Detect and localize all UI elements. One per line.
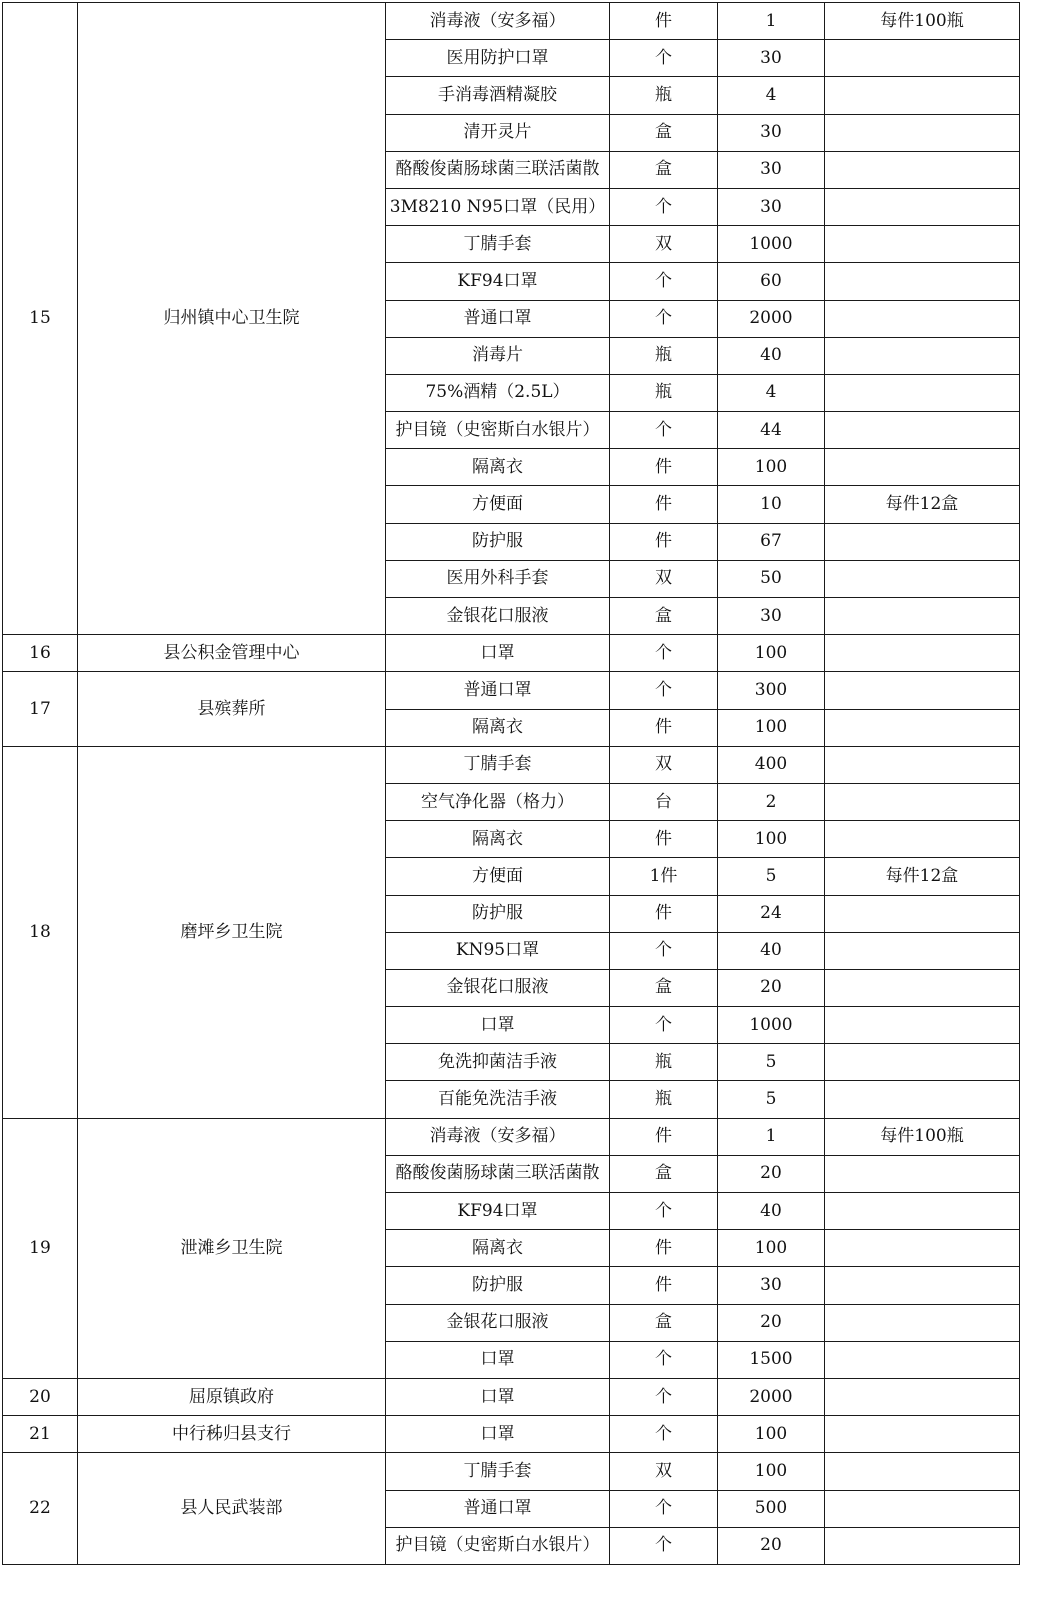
unit-of-measure-cell: 个: [610, 263, 718, 300]
note-cell: [825, 895, 1020, 932]
quantity-cell: 4: [718, 77, 825, 114]
item-name-cell: 医用外科手套: [386, 560, 610, 597]
item-name-cell: 口罩: [386, 635, 610, 672]
note-cell: [825, 821, 1020, 858]
unit-of-measure-cell: 个: [610, 1378, 718, 1415]
item-name-cell: 普通口罩: [386, 672, 610, 709]
item-name-cell: 护目镜（史密斯白水银片）: [386, 1527, 610, 1564]
unit-of-measure-cell: 台: [610, 783, 718, 820]
note-cell: [825, 1007, 1020, 1044]
unit-of-measure-cell: 件: [610, 449, 718, 486]
unit-of-measure-cell: 件: [610, 821, 718, 858]
unit-of-measure-cell: 个: [610, 188, 718, 225]
note-cell: 每件100瓶: [825, 3, 1020, 40]
quantity-cell: 100: [718, 1453, 825, 1490]
quantity-cell: 20: [718, 1527, 825, 1564]
quantity-cell: 2: [718, 783, 825, 820]
unit-of-measure-cell: 个: [610, 1416, 718, 1453]
note-cell: [825, 635, 1020, 672]
note-cell: [825, 598, 1020, 635]
row-number-cell: 20: [3, 1378, 78, 1415]
item-name-cell: 普通口罩: [386, 1490, 610, 1527]
quantity-cell: 67: [718, 523, 825, 560]
quantity-cell: 24: [718, 895, 825, 932]
unit-of-measure-cell: 件: [610, 895, 718, 932]
item-name-cell: 口罩: [386, 1341, 610, 1378]
table-row: [3, 1453, 1020, 1490]
item-name-cell: 百能免洗洁手液: [386, 1081, 610, 1118]
unit-of-measure-cell: 1件: [610, 858, 718, 895]
quantity-cell: 100: [718, 709, 825, 746]
note-cell: [825, 783, 1020, 820]
note-cell: [825, 709, 1020, 746]
unit-of-measure-cell: 个: [610, 635, 718, 672]
unit-of-measure-cell: 个: [610, 1490, 718, 1527]
unit-of-measure-cell: 瓶: [610, 77, 718, 114]
note-cell: [825, 300, 1020, 337]
quantity-cell: 30: [718, 598, 825, 635]
table-row: [3, 746, 1020, 783]
item-name-cell: 酪酸俊菌肠球菌三联活菌散: [386, 151, 610, 188]
quantity-cell: 30: [718, 40, 825, 77]
table-row: [3, 1378, 1020, 1415]
row-number-cell: 19: [3, 1118, 78, 1378]
note-cell: [825, 151, 1020, 188]
quantity-cell: 1500: [718, 1341, 825, 1378]
note-cell: [825, 672, 1020, 709]
note-cell: 每件12盒: [825, 486, 1020, 523]
note-cell: [825, 412, 1020, 449]
note-cell: [825, 932, 1020, 969]
quantity-cell: 4: [718, 374, 825, 411]
item-name-cell: 消毒液（安多福）: [386, 1118, 610, 1155]
item-name-cell: 清开灵片: [386, 114, 610, 151]
table-row: [3, 1118, 1020, 1155]
quantity-cell: 60: [718, 263, 825, 300]
item-name-cell: 丁腈手套: [386, 1453, 610, 1490]
note-cell: [825, 1267, 1020, 1304]
item-name-cell: 隔离衣: [386, 1230, 610, 1267]
note-cell: [825, 1378, 1020, 1415]
note-cell: [825, 1193, 1020, 1230]
unit-of-measure-cell: 件: [610, 486, 718, 523]
note-cell: [825, 1304, 1020, 1341]
unit-of-measure-cell: 盒: [610, 969, 718, 1006]
unit-of-measure-cell: 件: [610, 1230, 718, 1267]
table-body: [3, 3, 1020, 1565]
note-cell: [825, 1155, 1020, 1192]
quantity-cell: 20: [718, 1155, 825, 1192]
note-cell: [825, 449, 1020, 486]
quantity-cell: 5: [718, 1044, 825, 1081]
unit-of-measure-cell: 盒: [610, 1155, 718, 1192]
note-cell: [825, 1453, 1020, 1490]
row-number-cell: 21: [3, 1416, 78, 1453]
item-name-cell: 手消毒酒精凝胶: [386, 77, 610, 114]
quantity-cell: 100: [718, 821, 825, 858]
note-cell: [825, 1416, 1020, 1453]
unit-of-measure-cell: 瓶: [610, 1044, 718, 1081]
item-name-cell: 丁腈手套: [386, 226, 610, 263]
item-name-cell: 防护服: [386, 1267, 610, 1304]
quantity-cell: 20: [718, 969, 825, 1006]
note-cell: [825, 263, 1020, 300]
unit-of-measure-cell: 瓶: [610, 337, 718, 374]
unit-of-measure-cell: 件: [610, 3, 718, 40]
quantity-cell: 44: [718, 412, 825, 449]
quantity-cell: 20: [718, 1304, 825, 1341]
unit-of-measure-cell: 盒: [610, 598, 718, 635]
item-name-cell: 空气净化器（格力）: [386, 783, 610, 820]
quantity-cell: 40: [718, 337, 825, 374]
table-row: [3, 635, 1020, 672]
quantity-cell: 10: [718, 486, 825, 523]
item-name-cell: 消毒片: [386, 337, 610, 374]
item-name-cell: 防护服: [386, 523, 610, 560]
quantity-cell: 5: [718, 1081, 825, 1118]
note-cell: [825, 1490, 1020, 1527]
item-name-cell: 隔离衣: [386, 821, 610, 858]
recipient-unit-cell: 中行秭归县支行: [78, 1416, 386, 1453]
unit-of-measure-cell: 盒: [610, 114, 718, 151]
item-name-cell: 丁腈手套: [386, 746, 610, 783]
item-name-cell: 免洗抑菌洁手液: [386, 1044, 610, 1081]
note-cell: [825, 1081, 1020, 1118]
recipient-unit-cell: 归州镇中心卫生院: [78, 3, 386, 635]
quantity-cell: 30: [718, 1267, 825, 1304]
quantity-cell: 50: [718, 560, 825, 597]
item-name-cell: 口罩: [386, 1007, 610, 1044]
row-number-cell: 16: [3, 635, 78, 672]
unit-of-measure-cell: 件: [610, 709, 718, 746]
unit-of-measure-cell: 件: [610, 1118, 718, 1155]
quantity-cell: 1000: [718, 226, 825, 263]
row-number-cell: 17: [3, 672, 78, 746]
item-name-cell: 金银花口服液: [386, 598, 610, 635]
recipient-unit-cell: 屈原镇政府: [78, 1378, 386, 1415]
unit-of-measure-cell: 个: [610, 1527, 718, 1564]
item-name-cell: 消毒液（安多福）: [386, 3, 610, 40]
note-cell: [825, 560, 1020, 597]
recipient-unit-cell: 县殡葬所: [78, 672, 386, 746]
item-name-cell: 医用防护口罩: [386, 40, 610, 77]
note-cell: [825, 337, 1020, 374]
quantity-cell: 1: [718, 1118, 825, 1155]
unit-of-measure-cell: 瓶: [610, 374, 718, 411]
item-name-cell: 75%酒精（2.5L）: [386, 374, 610, 411]
note-cell: [825, 1341, 1020, 1378]
table-row: [3, 1416, 1020, 1453]
item-name-cell: 护目镜（史密斯白水银片）: [386, 412, 610, 449]
unit-of-measure-cell: 件: [610, 523, 718, 560]
item-name-cell: KN95口罩: [386, 932, 610, 969]
unit-of-measure-cell: 个: [610, 1341, 718, 1378]
item-name-cell: 隔离衣: [386, 709, 610, 746]
item-name-cell: 3M8210 N95口罩（民用）: [386, 188, 610, 225]
item-name-cell: KF94口罩: [386, 1193, 610, 1230]
quantity-cell: 2000: [718, 300, 825, 337]
note-cell: [825, 523, 1020, 560]
note-cell: [825, 1044, 1020, 1081]
row-number-cell: 15: [3, 3, 78, 635]
recipient-unit-cell: 泄滩乡卫生院: [78, 1118, 386, 1378]
unit-of-measure-cell: 个: [610, 932, 718, 969]
item-name-cell: 金银花口服液: [386, 1304, 610, 1341]
quantity-cell: 40: [718, 1193, 825, 1230]
row-number-cell: 18: [3, 746, 78, 1118]
item-name-cell: 普通口罩: [386, 300, 610, 337]
table-row: [3, 672, 1020, 709]
recipient-unit-cell: 磨坪乡卫生院: [78, 746, 386, 1118]
unit-of-measure-cell: 个: [610, 40, 718, 77]
item-name-cell: 金银花口服液: [386, 969, 610, 1006]
quantity-cell: 1000: [718, 1007, 825, 1044]
recipient-unit-cell: 县公积金管理中心: [78, 635, 386, 672]
quantity-cell: 500: [718, 1490, 825, 1527]
note-cell: [825, 226, 1020, 263]
quantity-cell: 2000: [718, 1378, 825, 1415]
item-name-cell: 防护服: [386, 895, 610, 932]
recipient-unit-cell: 县人民武装部: [78, 1453, 386, 1565]
item-name-cell: 方便面: [386, 486, 610, 523]
note-cell: 每件12盒: [825, 858, 1020, 895]
unit-of-measure-cell: 件: [610, 1267, 718, 1304]
note-cell: [825, 1527, 1020, 1564]
note-cell: [825, 40, 1020, 77]
unit-of-measure-cell: 盒: [610, 1304, 718, 1341]
note-cell: [825, 746, 1020, 783]
unit-of-measure-cell: 个: [610, 300, 718, 337]
unit-of-measure-cell: 双: [610, 560, 718, 597]
note-cell: [825, 374, 1020, 411]
unit-of-measure-cell: 个: [610, 1193, 718, 1230]
quantity-cell: 100: [718, 635, 825, 672]
unit-of-measure-cell: 个: [610, 1007, 718, 1044]
quantity-cell: 300: [718, 672, 825, 709]
table-row: [3, 3, 1020, 40]
item-name-cell: KF94口罩: [386, 263, 610, 300]
unit-of-measure-cell: 双: [610, 1453, 718, 1490]
unit-of-measure-cell: 个: [610, 412, 718, 449]
unit-of-measure-cell: 双: [610, 226, 718, 263]
item-name-cell: 口罩: [386, 1378, 610, 1415]
note-cell: [825, 969, 1020, 1006]
quantity-cell: 5: [718, 858, 825, 895]
quantity-cell: 100: [718, 1230, 825, 1267]
note-cell: [825, 114, 1020, 151]
quantity-cell: 100: [718, 1416, 825, 1453]
quantity-cell: 40: [718, 932, 825, 969]
quantity-cell: 30: [718, 188, 825, 225]
unit-of-measure-cell: 个: [610, 672, 718, 709]
note-cell: 每件100瓶: [825, 1118, 1020, 1155]
quantity-cell: 30: [718, 114, 825, 151]
item-name-cell: 隔离衣: [386, 449, 610, 486]
row-number-cell: 22: [3, 1453, 78, 1565]
quantity-cell: 1: [718, 3, 825, 40]
quantity-cell: 400: [718, 746, 825, 783]
donation-table: [2, 2, 1020, 1565]
unit-of-measure-cell: 双: [610, 746, 718, 783]
note-cell: [825, 1230, 1020, 1267]
item-name-cell: 酪酸俊菌肠球菌三联活菌散: [386, 1155, 610, 1192]
note-cell: [825, 188, 1020, 225]
item-name-cell: 方便面: [386, 858, 610, 895]
quantity-cell: 100: [718, 449, 825, 486]
item-name-cell: 口罩: [386, 1416, 610, 1453]
unit-of-measure-cell: 盒: [610, 151, 718, 188]
note-cell: [825, 77, 1020, 114]
unit-of-measure-cell: 瓶: [610, 1081, 718, 1118]
quantity-cell: 30: [718, 151, 825, 188]
